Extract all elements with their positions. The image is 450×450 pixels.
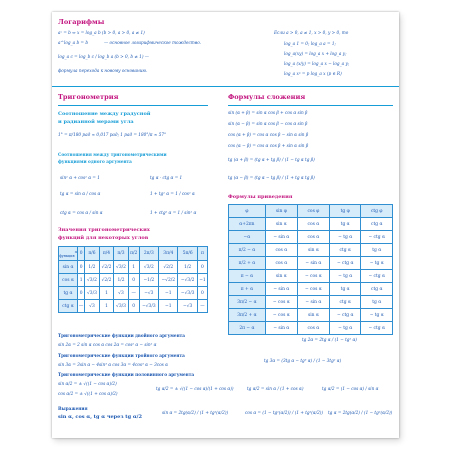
- table-cell: π/2 − α: [229, 244, 266, 257]
- table-cell: − ctg α: [361, 322, 393, 335]
- table-corner: [59, 247, 78, 261]
- corner-bottom: функция: [59, 253, 75, 258]
- divider: [228, 105, 393, 106]
- table-cell: cos α: [297, 231, 329, 244]
- table-cell: tg α: [361, 296, 393, 309]
- table-cell: ctg α: [361, 283, 393, 296]
- table-header-cell: π/6: [85, 247, 100, 261]
- table-cell: ctg α: [361, 218, 393, 231]
- addition-formula: sin (α − β) = sin α cos β − cos α sin β: [228, 121, 308, 126]
- degrad-title: Соотношение между градусной: [58, 111, 151, 117]
- table-cell: −1/2: [139, 274, 158, 287]
- table-cell: 2π − α: [229, 322, 266, 335]
- addition-formula: tg (α + β) = (tg α + tg β) / (1 − tg α tg β): [228, 157, 315, 162]
- addition-formula: tg (α − β) = (tg α − tg β) / (1 + tg α tg β): [228, 175, 315, 180]
- table-cell: —: [197, 300, 207, 313]
- table-row: [59, 274, 208, 287]
- double-title: Тригонометрические функции двойного аргумента: [58, 333, 185, 338]
- table-cell: 1: [128, 261, 139, 274]
- table-row: [229, 296, 393, 309]
- log-rule: log_a 1 = 0; log_a a = 1;: [284, 41, 336, 46]
- table-cell: π − α: [229, 270, 266, 283]
- table-cell: tg α: [329, 218, 361, 231]
- table-cell: √3/2: [85, 274, 100, 287]
- table-cell: 1/2: [114, 274, 129, 287]
- table-cell: 0: [78, 287, 85, 300]
- table-cell: − ctg α: [329, 309, 361, 322]
- table-cell: − sin α: [265, 283, 297, 296]
- degrad-formula: 1° = π/180 рад ≈ 0,017 рад; 1 рад = 180°/π ≈ 57°: [58, 132, 167, 137]
- table-header-cell: π/4: [99, 247, 114, 261]
- table-cell: √3/2: [139, 261, 158, 274]
- table-cell: 0: [78, 261, 85, 274]
- table-cell: π + α: [229, 283, 266, 296]
- table-cell: − sin α: [265, 231, 297, 244]
- half-tg2: tg α/2 = sin α / (1 + cos α): [247, 386, 304, 391]
- corner-top: α: [74, 249, 77, 254]
- row-function: cos α: [59, 274, 78, 287]
- table-cell: − sin α: [265, 322, 297, 335]
- table-cell: − tg α: [329, 322, 361, 335]
- identity: tg α · ctg α = 1: [150, 175, 183, 180]
- table-row: [229, 309, 393, 322]
- values-title: функций для некоторых углов: [58, 235, 149, 241]
- table-cell: √3: [114, 287, 129, 300]
- log-rule: log_a xᵖ = p log_a x (p ∈ R): [284, 71, 342, 76]
- table-cell: − tg α: [361, 257, 393, 270]
- identity: sin² α + cos² α = 1: [60, 175, 100, 180]
- table-row: [229, 218, 393, 231]
- same-arg-title: Соотношения между тригонометрическими: [58, 152, 167, 157]
- table-cell: π/2 + α: [229, 257, 266, 270]
- table-cell: −√3: [139, 287, 158, 300]
- table-row: [59, 300, 208, 313]
- divider: [58, 105, 208, 106]
- table-cell: ctg α: [329, 244, 361, 257]
- table-cell: − cos α: [265, 296, 297, 309]
- table-cell: −α: [229, 231, 266, 244]
- identity: 1 + tg² α = 1 / cos² α: [150, 191, 195, 196]
- table-cell: sin α: [297, 309, 329, 322]
- table-cell: tg α: [329, 283, 361, 296]
- table-cell: 1: [99, 287, 114, 300]
- table-row: [229, 231, 393, 244]
- table-cell: −1: [159, 287, 178, 300]
- logs-heading: Логарифмы: [58, 18, 105, 26]
- table-cell: ctg α: [329, 296, 361, 309]
- table-cell: 0: [128, 274, 139, 287]
- table-header-cell: π/3: [114, 247, 129, 261]
- table-cell: √3/2: [114, 261, 129, 274]
- table-header-cell: sin φ: [265, 205, 297, 218]
- half-cos: cos α/2 = ± √((1 + cos α)/2): [58, 391, 118, 396]
- table-cell: −√3/3: [139, 300, 158, 313]
- table-row: [229, 244, 393, 257]
- table-cell: − tg α: [329, 231, 361, 244]
- table-cell: −1: [197, 274, 207, 287]
- express-tg: tg α = 2tg(α/2) / (1 − tg²(α/2)): [328, 410, 393, 415]
- table-cell: —: [128, 287, 139, 300]
- triple-formula: sin 3α = 3sin α − 4sin³ α cos 3α = 4cos³ α − 3cos α: [58, 362, 168, 367]
- table-cell: 1: [78, 274, 85, 287]
- table-cell: sin α: [265, 270, 297, 283]
- table-header-cell: 0: [78, 247, 85, 261]
- log-condition: Если a > 0, a ≠ 1, x > 0, y > 0, то: [274, 30, 349, 35]
- table-cell: α+2πn: [229, 218, 266, 231]
- table-cell: tg α: [361, 244, 393, 257]
- table-cell: − cos α: [297, 283, 329, 296]
- addition-heading: Формулы сложения: [228, 93, 306, 101]
- table-cell: − ctg α: [329, 257, 361, 270]
- log-definition: aˣ = b ⇔ x = log_a b (b > 0, a > 0, a ≠ 1): [58, 30, 145, 35]
- table-cell: —: [78, 300, 85, 313]
- table-header-cell: 5π/6: [178, 247, 197, 261]
- table-header-cell: ctg φ: [361, 205, 393, 218]
- table-row: [229, 283, 393, 296]
- table-cell: −√3: [178, 300, 197, 313]
- table-cell: − sin α: [297, 257, 329, 270]
- table-cell: √2/2: [99, 261, 114, 274]
- addition-formula: cos (α − β) = cos α cos β + sin α sin β: [228, 143, 309, 148]
- table-row: [229, 322, 393, 335]
- log-change-base-text: формула перехода к новому основанию.: [58, 68, 148, 73]
- reduction-heading: Формулы приведения: [228, 194, 293, 200]
- table-cell: − cos α: [265, 309, 297, 322]
- table-cell: − tg α: [361, 309, 393, 322]
- reduction-table: [228, 204, 393, 335]
- table-cell: sin α: [297, 244, 329, 257]
- express-cos: cos α = (1 − tg²(α/2)) / (1 + tg²(α/2)): [245, 410, 324, 415]
- log-change-base-formula: log_a c = log_b c / log_b a (b > 0, b ≠ 1) —: [58, 54, 149, 59]
- table-cell: sin α: [265, 218, 297, 231]
- table-cell: √3/3: [85, 287, 100, 300]
- table-header-cell: π: [197, 247, 207, 261]
- express-title: Выражения: [58, 406, 88, 411]
- table-cell: −√3/2: [178, 274, 197, 287]
- express-subtitle: sin α, cos α, tg α через tg α/2: [58, 414, 142, 420]
- degrad-title: и радианной мерами угла: [58, 119, 134, 125]
- triple-title: Тригонометрические функции тройного аргумента: [58, 353, 185, 358]
- log-rule: log_a (x/y) = log_a x − log_a y;: [284, 61, 350, 66]
- table-cell: cos α: [265, 244, 297, 257]
- table-cell: 1/2: [85, 261, 100, 274]
- table-cell: 3π/2 + α: [229, 309, 266, 322]
- trig-values-table: [58, 246, 208, 313]
- table-cell: 3π/2 − α: [229, 296, 266, 309]
- table-cell: −1: [159, 300, 178, 313]
- half-sin: sin α/2 = ± √((1 − cos α)/2): [58, 381, 117, 386]
- log-rule: log_a(xy) = log_a x + log_a y;: [284, 51, 347, 56]
- table-header-cell: 2π/3: [139, 247, 158, 261]
- express-sin: sin α = 2tg(α/2) / (1 + tg²(α/2)): [162, 410, 229, 415]
- divider: [52, 86, 399, 87]
- table-cell: −√2/2: [159, 274, 178, 287]
- identity: tg α = sin α / cos α: [60, 191, 101, 196]
- triple-tg-formula: tg 3α = (3tg α − tg³ α) / (1 − 3tg² α): [264, 358, 342, 363]
- trig-heading: Тригонометрия: [58, 93, 119, 101]
- table-row: [229, 257, 393, 270]
- double-formula: sin 2α = 2 sin α cos α cos 2α = cos² α − sin² α: [58, 342, 157, 347]
- table-header-cell: cos φ: [297, 205, 329, 218]
- table-cell: − ctg α: [361, 231, 393, 244]
- table-cell: cos α: [265, 257, 297, 270]
- table-cell: 0: [197, 287, 207, 300]
- addition-formula: cos (α + β) = cos α cos β − sin α sin β: [228, 132, 309, 137]
- same-arg-title: функциями одного аргумента: [58, 159, 132, 164]
- identity: 1 + ctg² α = 1 / sin² α: [150, 210, 197, 215]
- log-identity-formula: a^log_a b = b: [58, 40, 88, 45]
- table-cell: 1/2: [178, 261, 197, 274]
- row-function: tg α: [59, 287, 78, 300]
- table-cell: −√3/3: [178, 287, 197, 300]
- table-cell: √3/3: [114, 300, 129, 313]
- table-cell: 0: [128, 300, 139, 313]
- addition-formula: sin (α + β) = sin α cos β + cos α sin β: [228, 110, 308, 115]
- double-tg-formula: tg 2α = 2tg α / (1 − tg² α): [302, 337, 357, 342]
- table-cell: 1: [99, 300, 114, 313]
- table-cell: − ctg α: [361, 270, 393, 283]
- row-function: sin α: [59, 261, 78, 274]
- half-title: Тригонометрические функции половинного аргумента: [58, 372, 195, 377]
- table-header-cell: 3π/4: [159, 247, 178, 261]
- log-identity-text: — основное логарифмическое тождество.: [104, 40, 202, 45]
- half-tg1: tg α/2 = ± √((1 − cos α)/(1 + cos α)): [156, 386, 234, 391]
- values-title: Значения тригонометрических: [58, 227, 150, 233]
- reference-sheet: [52, 12, 399, 438]
- table-cell: √2/2: [159, 261, 178, 274]
- table-cell: cos α: [297, 218, 329, 231]
- table-header-cell: π/2: [128, 247, 139, 261]
- table-cell: 0: [197, 261, 207, 274]
- table-header-cell: tg φ: [329, 205, 361, 218]
- table-cell: cos α: [297, 322, 329, 335]
- table-cell: − cos α: [297, 270, 329, 283]
- identity: ctg α = cos α / sin α: [60, 210, 103, 215]
- table-row: [59, 287, 208, 300]
- table-row: [229, 270, 393, 283]
- table-header-cell: φ: [229, 205, 266, 218]
- table-cell: √3: [85, 300, 100, 313]
- half-tg3: tg α/2 = (1 − cos α) / sin α: [322, 386, 379, 391]
- table-cell: √2/2: [99, 274, 114, 287]
- table-cell: − tg α: [329, 270, 361, 283]
- table-row: [59, 261, 208, 274]
- row-function: ctg α: [59, 300, 78, 313]
- table-cell: − sin α: [297, 296, 329, 309]
